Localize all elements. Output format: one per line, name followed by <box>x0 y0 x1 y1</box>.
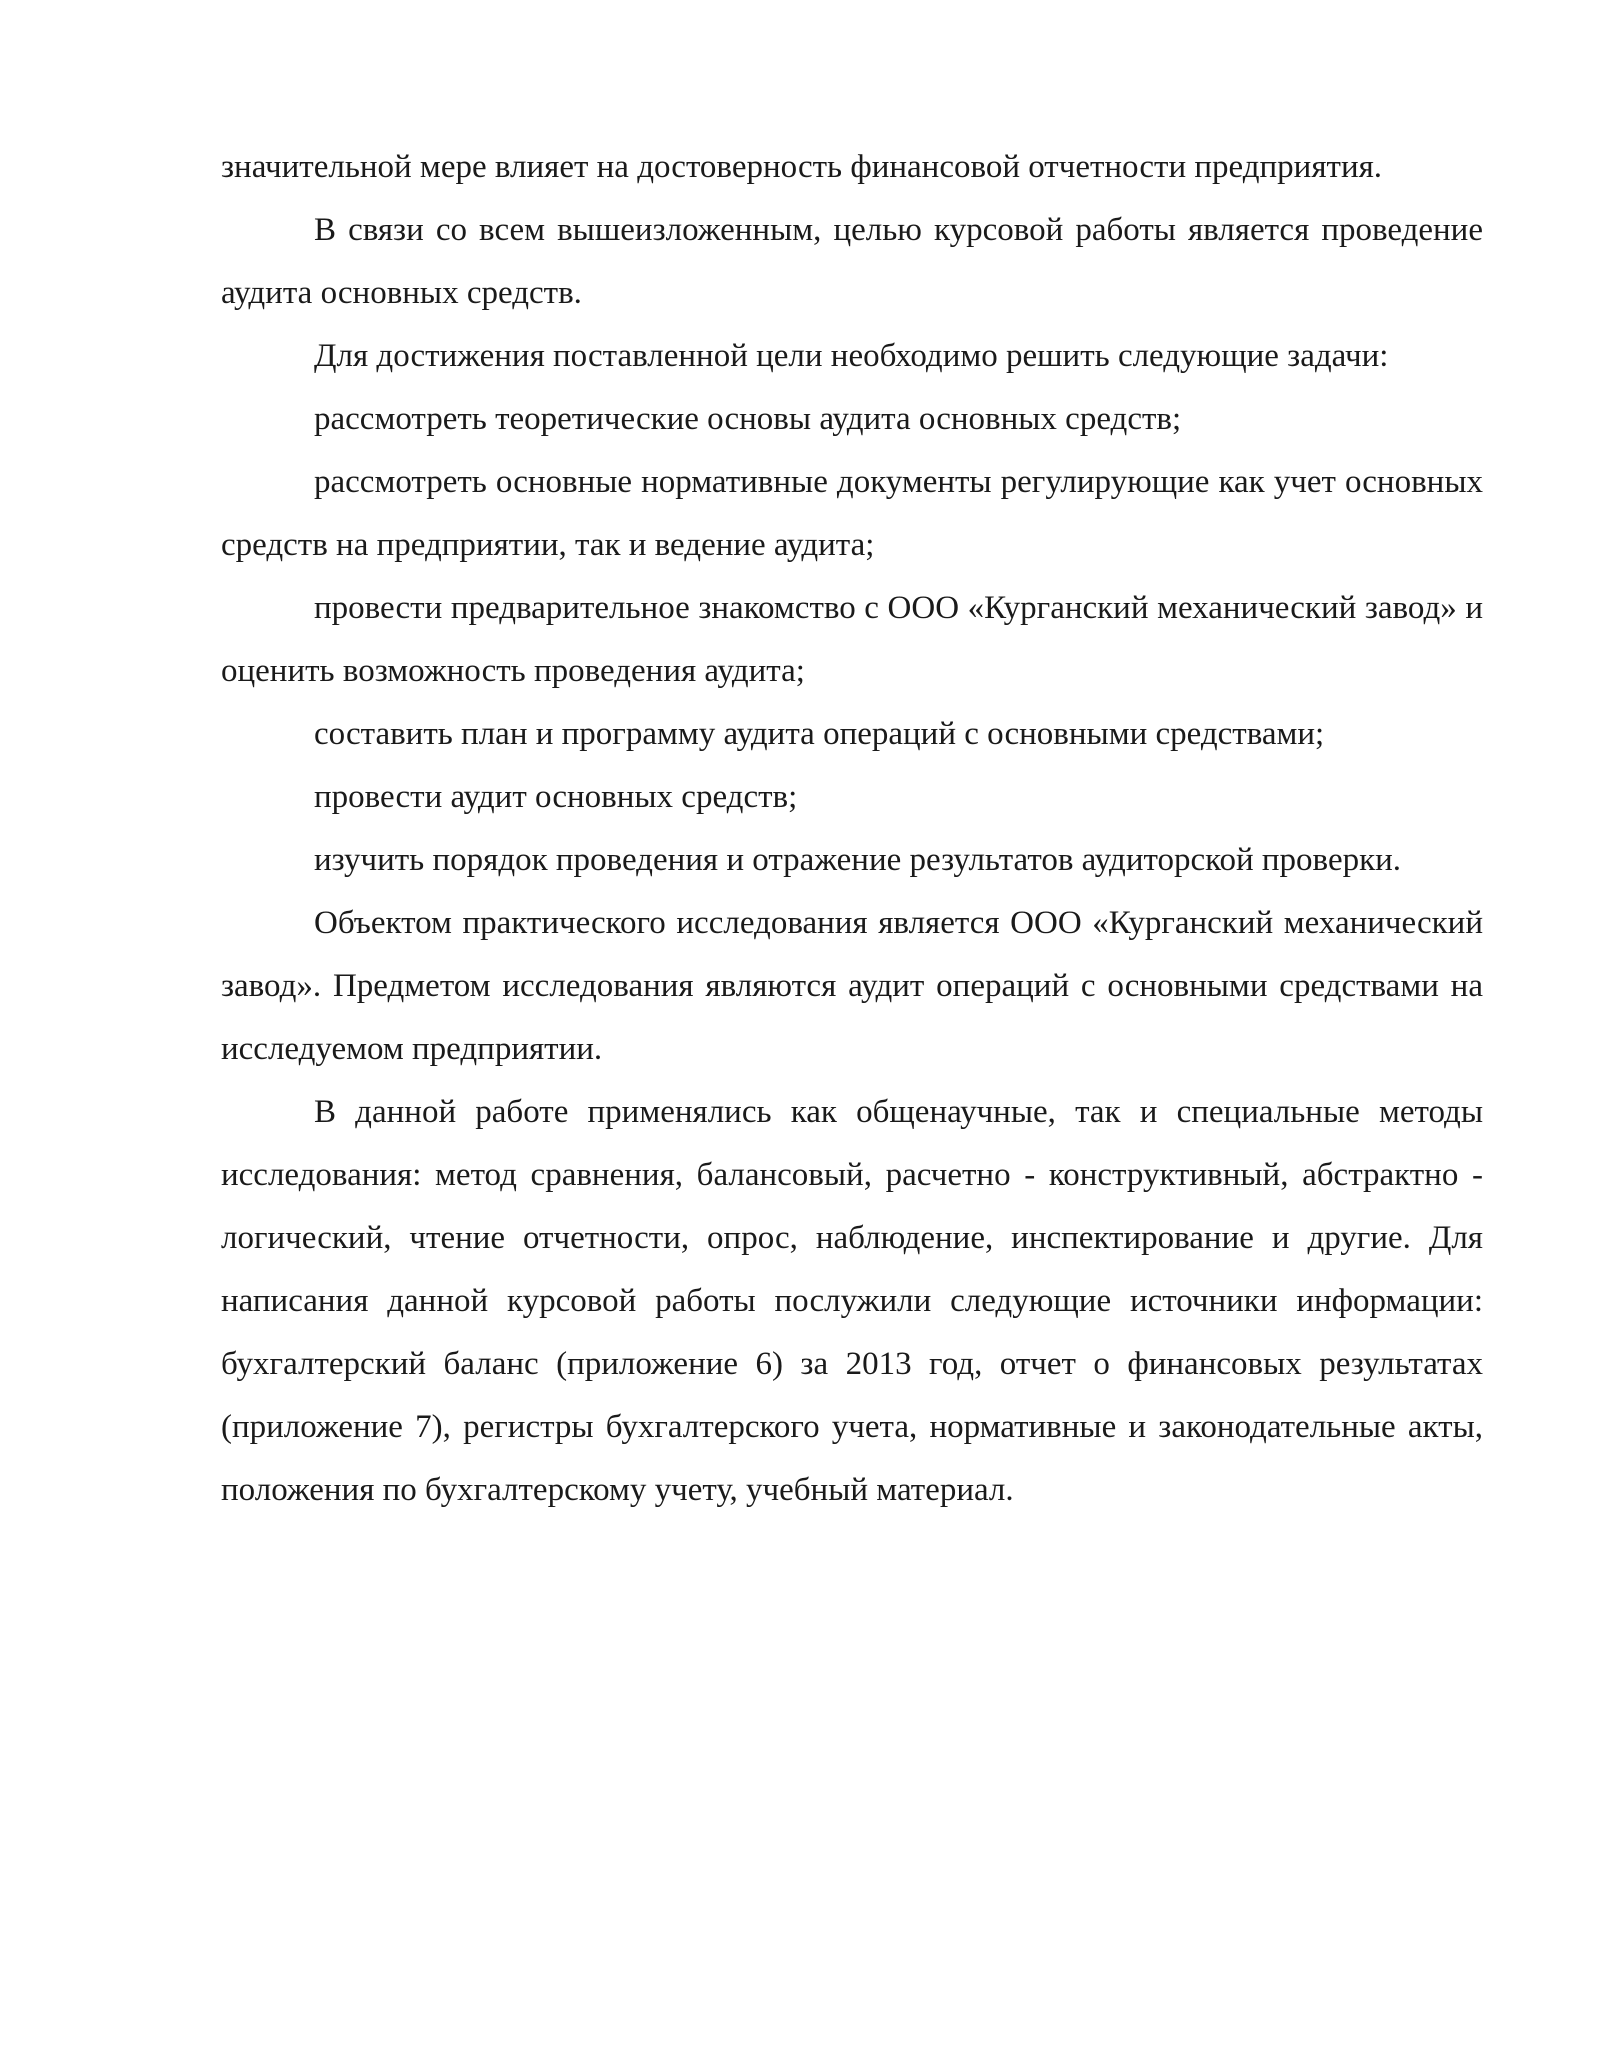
document-body <box>221 136 1483 1522</box>
task-item-5: провести аудит основных средств; <box>314 779 798 815</box>
task-item-6: изучить порядок проведения и отражение результатов аудиторской проверки. <box>314 842 1402 878</box>
paragraph-object-subject: Объектом практического исследования является ООО «Курганский механический завод». Предметом исследования являются аудит операций с основными средствами на исследуемом предприятии. <box>221 905 1483 1067</box>
paragraph-goal: В связи со всем вышеизложенным, целью курсовой работы является проведение аудита основных средств. <box>221 212 1483 311</box>
task-item-2: рассмотреть основные нормативные документы регулирующие как учет основных средств на предприятии, так и ведение аудита; <box>221 464 1483 563</box>
task-item-3: провести предварительное знакомство с ООО «Курганский механический завод» и оценить возможность проведения аудита; <box>221 590 1483 689</box>
task-item-4: составить план и программу аудита операций с основными средствами; <box>314 716 1325 752</box>
task-item-1: рассмотреть теоретические основы аудита основных средств; <box>314 401 1182 437</box>
paragraph-tasks-intro: Для достижения поставленной цели необходимо решить следующие задачи: <box>314 338 1389 374</box>
paragraph-methods-sources: В данной работе применялись как общенаучные, так и специальные методы исследования: метод сравнения, балансовый, расчетно - конструктивный, абстрактно - логический, чтение отчетности, опрос, наблюдение, инспектирование и другие. Для написания данной курсовой работы послужили следующие источники информации: бухгалтерский баланс (приложение 6) за 2013 год, отчет о финансовых результатах (приложение 7), регистры бухгалтерского учета, нормативные и законодательные акты, положения по бухгалтерскому учету, учебный материал. <box>221 1094 1483 1508</box>
paragraph-continuation: значительной мере влияет на достоверность финансовой отчетности предприятия. <box>221 149 1383 185</box>
